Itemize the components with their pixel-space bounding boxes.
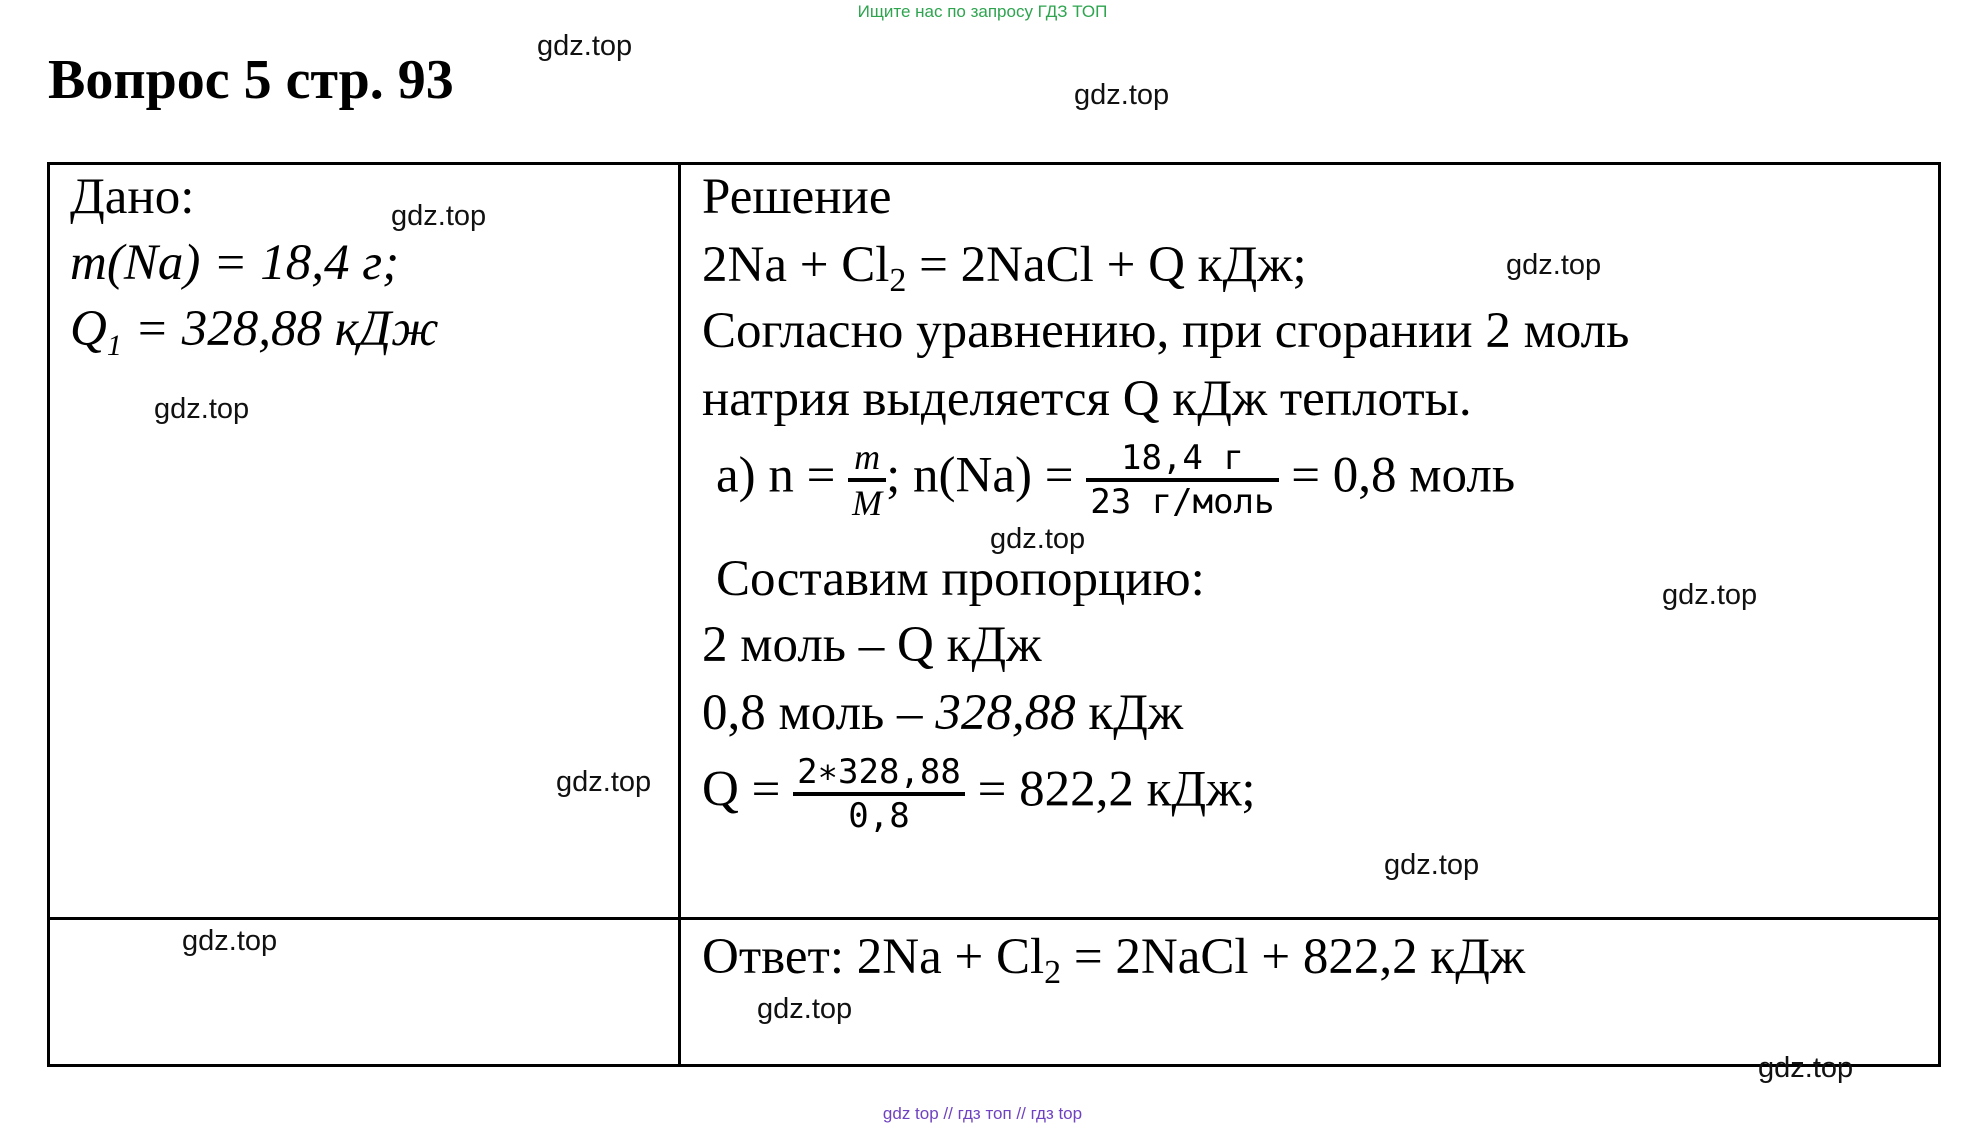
- answer-right: = 2NaCl + 822,2 кДж: [1061, 929, 1526, 985]
- given-heat: [70, 300, 439, 362]
- proportion-row-1: 2 моль – Q кДж: [702, 617, 1042, 673]
- watermark: gdz.top: [154, 393, 250, 425]
- watermark: gdz.top: [537, 30, 633, 62]
- page-title: Вопрос 5 стр. 93: [48, 49, 454, 111]
- watermark: gdz.top: [1074, 79, 1170, 111]
- proportion-row-2: [702, 684, 1183, 742]
- fraction-heat-denominator: 0,8: [848, 796, 910, 836]
- watermark: gdz.top: [1662, 579, 1758, 611]
- proportion-heading: Составим пропорцию:: [716, 551, 1205, 607]
- fraction-mass-over-molar: [1086, 438, 1278, 522]
- watermark: gdz.top: [1506, 249, 1602, 281]
- table-column-divider: [678, 162, 681, 1067]
- moles-prefix: а) n =: [716, 447, 849, 504]
- watermark: gdz.top: [1384, 849, 1480, 881]
- given-heat-symbol: Q: [70, 301, 107, 357]
- moles-mid: ; n(Na) =: [886, 447, 1087, 504]
- footer-links: gdz top // гдз топ // гдз top: [882, 1104, 1083, 1123]
- table-row-divider: [47, 917, 1941, 920]
- watermark: gdz.top: [182, 925, 278, 957]
- fraction-heat-numerator: 2∗328,88: [793, 752, 965, 796]
- explanation-line-1: Согласно уравнению, при сгорании 2 моль: [702, 303, 1630, 359]
- given-mass: m(Na) = 18,4 г;: [70, 235, 400, 291]
- heat-result: = 822,2 кДж;: [964, 761, 1256, 818]
- heat-calculation: [702, 752, 1256, 836]
- fraction-m-over-m: [848, 436, 886, 524]
- answer-subscript: 2: [1044, 954, 1062, 991]
- given-heat-value: = 328,88 кДж: [121, 301, 439, 357]
- fraction-molar-denominator: 23 г/моль: [1090, 482, 1275, 522]
- answer-line: [702, 928, 1526, 991]
- reaction-left: 2Na + Cl: [702, 237, 890, 293]
- reaction-subscript: 2: [889, 262, 907, 299]
- watermark: gdz.top: [556, 766, 652, 798]
- proportion-row-2-moles: 0,8 моль –: [702, 685, 936, 741]
- moles-calculation: [716, 436, 1515, 524]
- fraction-m-numerator: m: [848, 436, 886, 482]
- explanation-line-2: натрия выделяется Q кДж теплоты.: [702, 371, 1472, 427]
- reaction-right: = 2NaCl + Q кДж;: [906, 237, 1307, 293]
- answer-left: Ответ: 2Na + Cl: [702, 929, 1045, 985]
- watermark: gdz.top: [391, 200, 487, 232]
- reaction-equation: [702, 236, 1307, 299]
- fraction-heat: [793, 752, 965, 836]
- given-heat-subscript: 1: [106, 329, 122, 362]
- watermark: gdz.top: [757, 993, 853, 1025]
- search-banner: Ищите нас по запросу ГДЗ ТОП: [857, 2, 1108, 21]
- proportion-row-2-unit: кДж: [1075, 685, 1184, 741]
- watermark: gdz.top: [990, 523, 1086, 555]
- watermark: gdz.top: [1758, 1052, 1854, 1084]
- fraction-mass-numerator: 18,4 г: [1086, 438, 1278, 482]
- proportion-row-2-value: 328,88: [935, 685, 1076, 741]
- moles-result: = 0,8 моль: [1278, 447, 1516, 504]
- heat-prefix: Q =: [702, 761, 794, 818]
- given-heading: Дано:: [70, 169, 195, 225]
- fraction-m-denominator: M: [852, 483, 883, 523]
- solution-heading: Решение: [702, 169, 892, 225]
